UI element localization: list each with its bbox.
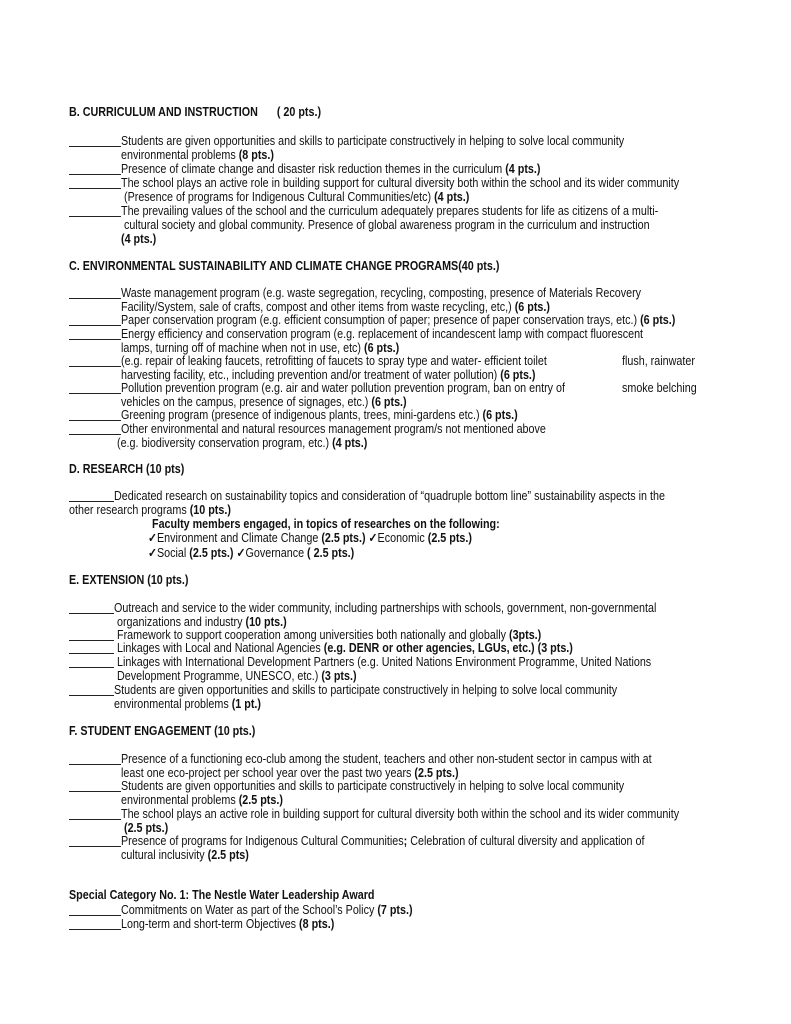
section-d-heading: D. RESEARCH (10 pts) xyxy=(69,462,185,476)
score-blank[interactable] xyxy=(69,929,121,930)
score-blank[interactable] xyxy=(69,640,114,641)
criterion-line: least one eco-project per school year over the past two years (2.5 pts.) xyxy=(121,766,459,780)
score-blank[interactable] xyxy=(69,667,114,668)
faculty-heading: Faculty members engaged, in topics of researches on the following: xyxy=(152,517,500,531)
criterion-line: The prevailing values of the school and the curriculum adequately prepares students for life as citizens of a multi- xyxy=(121,204,659,218)
criterion-line: Greening program (presence of indigenous plants, trees, mini-gardens etc.) (6 pts.) xyxy=(121,408,518,422)
criterion-line: The school plays an active role in building support for cultural diversity both within the school and its wider community xyxy=(121,176,680,190)
criterion-line: flush, rainwater xyxy=(622,354,695,368)
criterion-line: Presence of programs for Indigenous Cultural Communities; Celebration of cultural diversity and application of xyxy=(121,834,645,848)
criterion-line: cultural society and global community. Presence of global awareness program in the curriculum and instruction xyxy=(124,218,650,232)
criterion-line: harvesting facility, etc., including prevention and/or treatment of water pollution) (6 pts.) xyxy=(121,368,536,382)
checkmark-icon: ✓ xyxy=(148,531,158,545)
criterion-line: environmental problems (8 pts.) xyxy=(121,148,274,162)
criterion-line: Other environmental and natural resources management program/s not mentioned above xyxy=(121,422,546,436)
checkmark-icon: ✓ xyxy=(236,546,246,560)
section-f-heading: F. STUDENT ENGAGEMENT (10 pts.) xyxy=(69,724,256,738)
score-blank[interactable] xyxy=(69,325,121,326)
score-blank[interactable] xyxy=(69,420,121,421)
score-blank[interactable] xyxy=(69,174,121,175)
score-blank[interactable] xyxy=(69,764,121,765)
criterion-line: Presence of a functioning eco-club among the student, teachers and other non-student sector in campus with at xyxy=(121,752,652,766)
criterion-line: environmental problems (2.5 pts.) xyxy=(121,793,283,807)
section-e-heading: E. EXTENSION (10 pts.) xyxy=(69,573,189,587)
section-b-heading: B. CURRICULUM AND INSTRUCTION ( 20 pts.) xyxy=(69,105,322,119)
checkmark-icon: ✓ xyxy=(148,546,158,560)
criterion-line: Development Programme, UNESCO, etc.) (3 pts.) xyxy=(117,669,357,683)
criterion-line: lamps, turning off of machine when not in use, etc) (6 pts.) xyxy=(121,341,400,355)
score-blank[interactable] xyxy=(69,188,121,189)
criterion-line: Outreach and service to the wider community, including partnerships with schools, government, non-governmental xyxy=(114,601,657,615)
criterion-line: Energy efficiency and conservation program (e.g. replacement of incandescent lamp with compact fluorescent xyxy=(121,327,644,341)
score-blank[interactable] xyxy=(69,613,114,614)
score-blank[interactable] xyxy=(69,501,114,502)
special-category-heading: Special Category No. 1: The Nestle Water Leadership Award xyxy=(69,888,375,902)
criterion-line: Students are given opportunities and skills to participate constructively in helping to solve local community xyxy=(114,683,618,697)
research-topics-line: ✓Environment and Climate Change (2.5 pts.) ✓Economic (2.5 pts.) xyxy=(148,531,472,545)
score-blank[interactable] xyxy=(69,915,121,916)
score-blank[interactable] xyxy=(69,339,121,340)
criterion-line: (2.5 pts.) xyxy=(124,821,169,835)
score-blank[interactable] xyxy=(69,791,121,792)
criterion-line: (Presence of programs for Indigenous Cultural Communities/etc) (4 pts.) xyxy=(124,190,470,204)
criterion-line: (e.g. repair of leaking faucets, retrofitting of faucets to spray type and water- efficient toilet xyxy=(121,354,547,368)
checkmark-icon: ✓ xyxy=(368,531,378,545)
criterion-line: (e.g. biodiversity conservation program, etc.) (4 pts.) xyxy=(117,436,368,450)
score-blank[interactable] xyxy=(69,695,114,696)
criterion-line: organizations and industry (10 pts.) xyxy=(117,615,287,629)
score-blank[interactable] xyxy=(69,434,121,435)
score-blank[interactable] xyxy=(69,216,121,217)
criterion-line: environmental problems (1 pt.) xyxy=(114,697,261,711)
criterion-line: vehicles on the campus, presence of signages, etc.) (6 pts.) xyxy=(121,395,407,409)
criterion-line: Long-term and short-term Objectives (8 pts.) xyxy=(121,917,335,931)
score-blank[interactable] xyxy=(69,653,114,654)
score-blank[interactable] xyxy=(69,846,121,847)
criterion-line: Linkages with International Development Partners (e.g. United Nations Environment Programme, United Nations xyxy=(117,655,652,669)
criterion-line: (4 pts.) xyxy=(121,232,157,246)
score-blank[interactable] xyxy=(69,393,121,394)
criterion-line: Linkages with Local and National Agencies (e.g. DENR or other agencies, LGUs, etc.) (3 pts.) xyxy=(117,641,573,655)
score-blank[interactable] xyxy=(69,819,121,820)
criterion-line: Pollution prevention program (e.g. air and water pollution prevention program, ban on entry of xyxy=(121,381,566,395)
criterion-line: Students are given opportunities and skills to participate constructively in helping to solve local community xyxy=(121,779,625,793)
criterion-line: Commitments on Water as part of the School’s Policy (7 pts.) xyxy=(121,903,413,917)
research-topics-line: ✓Social (2.5 pts.) ✓Governance ( 2.5 pts.) xyxy=(148,546,355,560)
criterion-line: Dedicated research on sustainability topics and consideration of “quadruple bottom line” sustainability aspects in the xyxy=(114,489,665,503)
criterion-line: The school plays an active role in building support for cultural diversity both within the school and its wider community xyxy=(121,807,680,821)
criterion-line: smoke belching xyxy=(622,381,697,395)
section-c-heading: C. ENVIRONMENTAL SUSTAINABILITY AND CLIMATE CHANGE PROGRAMS(40 pts.) xyxy=(69,259,500,273)
criterion-line: Framework to support cooperation among universities both nationally and globally (3pts.) xyxy=(117,628,542,642)
score-blank[interactable] xyxy=(69,146,121,147)
criterion-line: Students are given opportunities and skills to participate constructively in helping to solve local community xyxy=(121,134,625,148)
criterion-line: Paper conservation program (e.g. efficient consumption of paper; presence of paper conservation trays, etc.) (6 pts.) xyxy=(121,313,676,327)
score-blank[interactable] xyxy=(69,298,121,299)
criterion-line: Presence of climate change and disaster risk reduction themes in the curriculum (4 pts.) xyxy=(121,162,541,176)
criterion-line: cultural inclusivity (2.5 pts) xyxy=(121,848,249,862)
criterion-line: other research programs (10 pts.) xyxy=(69,503,231,517)
criterion-line: Waste management program (e.g. waste segregation, recycling, composting, presence of Materials Recovery xyxy=(121,286,642,300)
criterion-line: Facility/System, sale of crafts, compost and other items from waste recycling, etc,) (6 pts.) xyxy=(121,300,550,314)
score-blank[interactable] xyxy=(69,366,121,367)
